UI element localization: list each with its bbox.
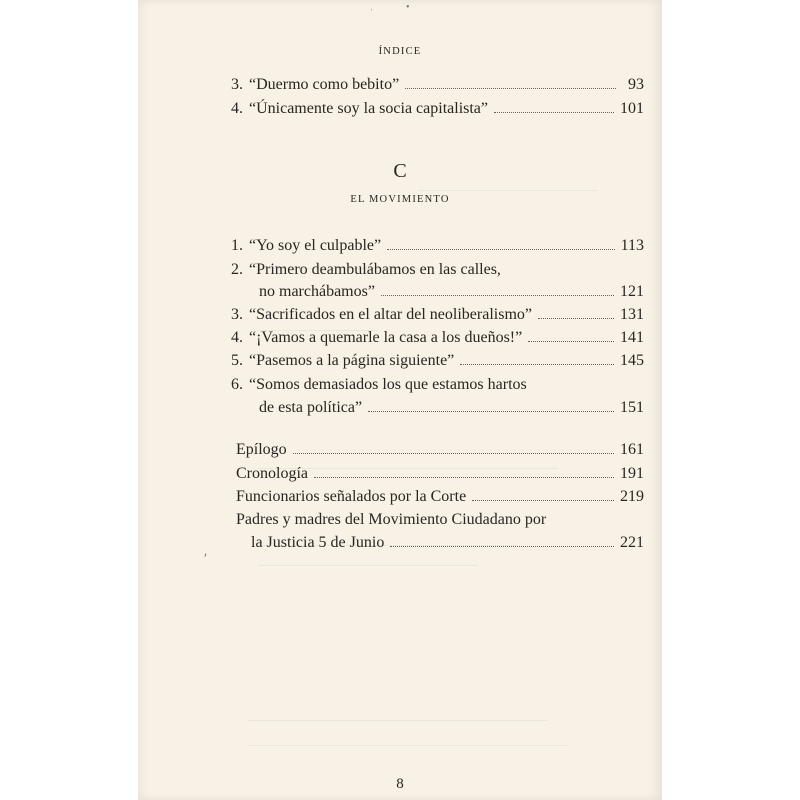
entry-title: Padres y madres del Movimiento Ciudadano por xyxy=(236,511,547,528)
toc-entry xyxy=(231,350,644,372)
dot-leader xyxy=(368,405,614,412)
toc-entry-continuation xyxy=(259,397,644,419)
section-title: EL MOVIMIENTO xyxy=(350,194,450,205)
toc-entry xyxy=(231,304,644,326)
entry-title: “¡Vamos a quemarle la casa a los dueños!” xyxy=(249,329,523,346)
entry-title: “Sacrificados en el altar del neoliberalismo” xyxy=(249,306,532,323)
entry-title: Cronología xyxy=(236,465,308,482)
entry-page: 141 xyxy=(620,329,644,346)
entry-page: 221 xyxy=(620,534,644,551)
toc-entry xyxy=(231,74,644,96)
toc-entry xyxy=(231,235,644,257)
entry-title: “Pasemos a la página siguiente” xyxy=(249,352,455,369)
entry-page: 161 xyxy=(620,441,644,458)
entry-number: 1. xyxy=(231,237,243,254)
entry-number: 2. xyxy=(231,261,243,278)
page-speck: • xyxy=(406,2,410,13)
entry-title: “Primero deambulábamos en las calles, xyxy=(249,261,501,278)
dot-leader xyxy=(460,358,614,365)
entry-title: “Yo soy el culpable” xyxy=(249,237,382,254)
entry-number: 3. xyxy=(231,76,243,93)
toc-entry-continuation xyxy=(259,281,644,303)
page-speck: ʹ xyxy=(204,552,208,567)
toc-entry-continuation xyxy=(251,532,644,554)
entry-number: 4. xyxy=(231,100,243,117)
toc-entry xyxy=(236,509,644,531)
entry-title-continuation: la Justicia 5 de Junio xyxy=(251,534,385,551)
dot-leader xyxy=(405,82,616,89)
dot-leader xyxy=(390,540,614,547)
section-letter: C xyxy=(393,160,407,182)
entry-page: 121 xyxy=(620,283,644,300)
entry-number: 3. xyxy=(231,306,243,323)
toc-entry xyxy=(231,374,644,396)
entry-title: “Somos demasiados los que estamos hartos xyxy=(249,376,527,393)
running-head: ÍNDICE xyxy=(378,46,422,57)
entry-page: 101 xyxy=(620,100,644,117)
entry-page: 219 xyxy=(620,488,644,505)
dot-leader xyxy=(387,243,614,250)
toc-entry xyxy=(231,327,644,349)
entry-number: 5. xyxy=(231,352,243,369)
toc-entry xyxy=(236,486,644,508)
page-number: 8 xyxy=(396,776,404,792)
entry-page: 131 xyxy=(620,306,644,323)
entry-title-continuation: de esta política” xyxy=(259,399,363,416)
dot-leader xyxy=(494,106,614,113)
entry-page: 191 xyxy=(620,465,644,482)
toc-entry xyxy=(231,98,644,120)
dot-leader xyxy=(472,494,614,501)
entry-title: Funcionarios señalados por la Corte xyxy=(236,488,467,505)
dot-leader xyxy=(538,312,614,319)
entry-title: “Únicamente soy la socia capitalista” xyxy=(249,100,489,117)
dot-leader xyxy=(314,471,614,478)
entry-title: Epílogo xyxy=(236,441,287,458)
entry-page: 145 xyxy=(620,352,644,369)
entry-page: 93 xyxy=(628,76,644,93)
entry-title: “Duermo como bebito” xyxy=(249,76,400,93)
page-speck: ˈ xyxy=(370,8,374,19)
dot-leader xyxy=(381,289,614,296)
toc-entry xyxy=(236,463,644,485)
dot-leader xyxy=(528,335,614,342)
entry-page: 113 xyxy=(620,237,644,254)
entry-number: 4. xyxy=(231,329,243,346)
toc-entry xyxy=(231,259,644,281)
entry-title-continuation: no marchábamos” xyxy=(259,283,375,300)
book-page xyxy=(138,0,662,800)
toc-entry xyxy=(236,439,644,461)
entry-number: 6. xyxy=(231,376,243,393)
dot-leader xyxy=(293,447,614,454)
entry-page: 151 xyxy=(620,399,644,416)
